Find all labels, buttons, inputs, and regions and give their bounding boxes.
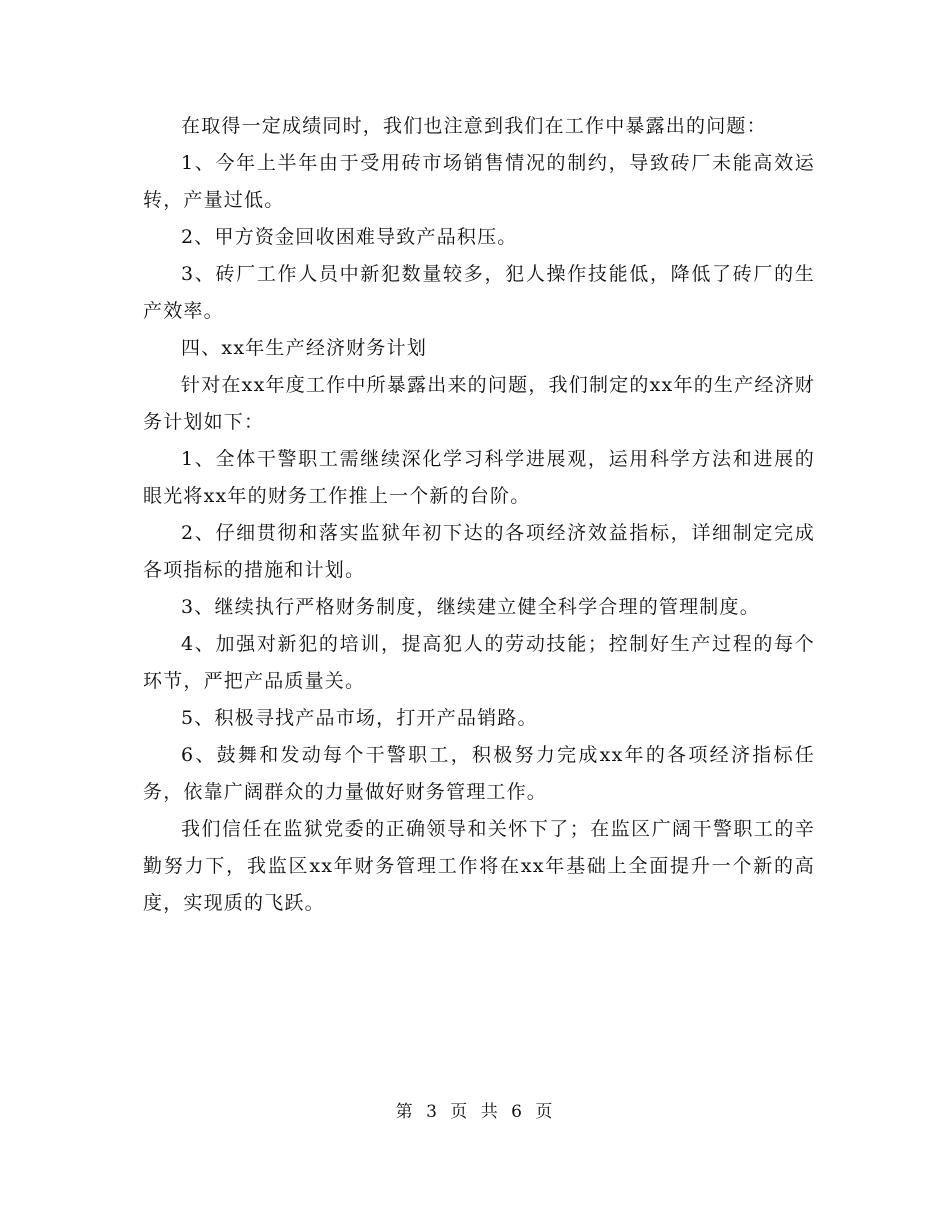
paragraph-conclusion: 我们信任在监狱党委的正确领导和关怀下了；在监区广阔干警职工的辛勤努力下，我监区xx年财务管理工作将在xx年基础上全面提升一个新的高度，实现质的飞跃。 xyxy=(143,818,815,914)
paragraph-plan-4: 4、加强对新犯的培训，提高犯人的劳动技能；控制好生产过程的每个环节，严把产品质量关。 xyxy=(143,633,815,692)
section-heading-plan: 四、xx年生产经济财务计划 xyxy=(181,337,428,359)
paragraph-plan-3: 3、继续执行严格财务制度，继续建立健全科学合理的管理制度。 xyxy=(181,596,760,618)
paragraph-plan-1: 1、全体干警职工需继续深化学习科学进展观，运用科学方法和进展的眼光将xx年的财务工作推上一个新的台阶。 xyxy=(143,448,815,507)
paragraph-problems-intro: 在取得一定成绩同时，我们也注意到我们在工作中暴露出的问题： xyxy=(181,115,767,137)
document-body xyxy=(143,108,815,922)
paragraph-problem-3: 3、砖厂工作人员中新犯数量较多，犯人操作技能低，降低了砖厂的生产效率。 xyxy=(143,263,815,322)
paragraph-plan-2: 2、仔细贯彻和落实监狱年初下达的各项经济效益指标，详细制定完成各项指标的措施和计划。 xyxy=(143,522,815,581)
paragraph-plan-5: 5、积极寻找产品市场，打开产品销路。 xyxy=(181,707,538,729)
page-number-footer: 第 3 页 共 6 页 xyxy=(395,1102,555,1122)
paragraph-problem-1: 1、今年上半年由于受用砖市场销售情况的制约，导致砖厂未能高效运转，产量过低。 xyxy=(143,152,815,211)
paragraph-plan-6: 6、鼓舞和发动每个干警职工，积极努力完成xx年的各项经济指标任务，依靠广阔群众的力量做好财务管理工作。 xyxy=(143,744,815,803)
paragraph-plan-intro: 针对在xx年度工作中所暴露出来的问题，我们制定的xx年的生产经济财务计划如下： xyxy=(143,374,815,433)
paragraph-problem-2: 2、甲方资金回收困难导致产品积压。 xyxy=(181,226,518,248)
